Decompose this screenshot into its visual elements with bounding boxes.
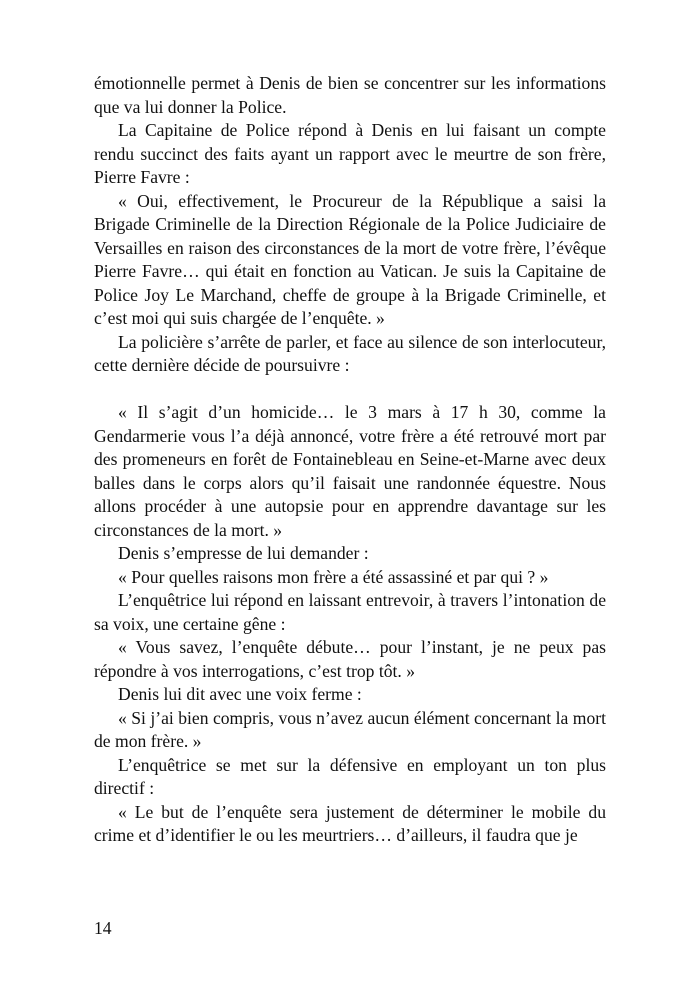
paragraph: Denis lui dit avec une voix ferme : [118, 684, 362, 704]
paragraph: Denis s’empresse de lui demander : [118, 543, 369, 563]
paragraph: « Le but de l’enquête sera justement de déterminer le mobile du crime et d’identifier le ou les meurtriers… d’ailleurs, il faudra que je [94, 801, 606, 845]
paragraph: « Si j’ai bien compris, vous n’avez aucun élément concernant la mort de mon frère. » [94, 707, 606, 751]
page-body [94, 72, 606, 848]
page-number: 14 [94, 918, 112, 938]
paragraph: La policière s’arrête de parler, et face au silence de son interlocuteur, cette dernière décide de poursuivre : [94, 331, 606, 375]
paragraph: L’enquêtrice lui répond en laissant entrevoir, à travers l’intonation de sa voix, une certaine gêne : [94, 590, 606, 634]
paragraph: « Oui, effectivement, le Procureur de la République a saisi la Brigade Criminelle de la Direction Régionale de la Police Judiciaire de Versailles en raison des circonstances de la mort de votre frère, l’évêque Pierre Favre… qui était en fonction au Vatican. Je suis la Capitaine de Police Joy Le Marchand, cheffe de groupe à la Brigade Criminelle, et c’est moi qui suis chargée de l’enquête. » [94, 190, 606, 328]
paragraph: « Vous savez, l’enquête débute… pour l’instant, je ne peux pas répondre à vos interrogations, c’est trop tôt. » [94, 637, 606, 681]
paragraph: émotionnelle permet à Denis de bien se concentrer sur les informations que va lui donner la Police. [94, 73, 606, 117]
paragraph: « Pour quelles raisons mon frère a été assassiné et par qui ? » [118, 566, 549, 587]
paragraph: L’enquêtrice se met sur la défensive en employant un ton plus directif : [94, 754, 606, 798]
paragraph: « Il s’agit d’un homicide… le 3 mars à 17 h 30, comme la Gendarmerie vous l’a déjà annoncé, votre frère a été retrouvé mort par des promeneurs en forêt de Fontainebleau en Seine-et-Marne avec deux balles dans le corps alors qu’il faisait une randonnée équestre. Nous allons procéder à une autopsie pour en apprendre davantage sur les circonstances de la mort. » [94, 402, 606, 540]
blank-line [94, 378, 606, 402]
paragraph: La Capitaine de Police répond à Denis en lui faisant un compte rendu succinct des faits ayant un rapport avec le meurtre de son frère, Pierre Favre : [94, 120, 606, 187]
